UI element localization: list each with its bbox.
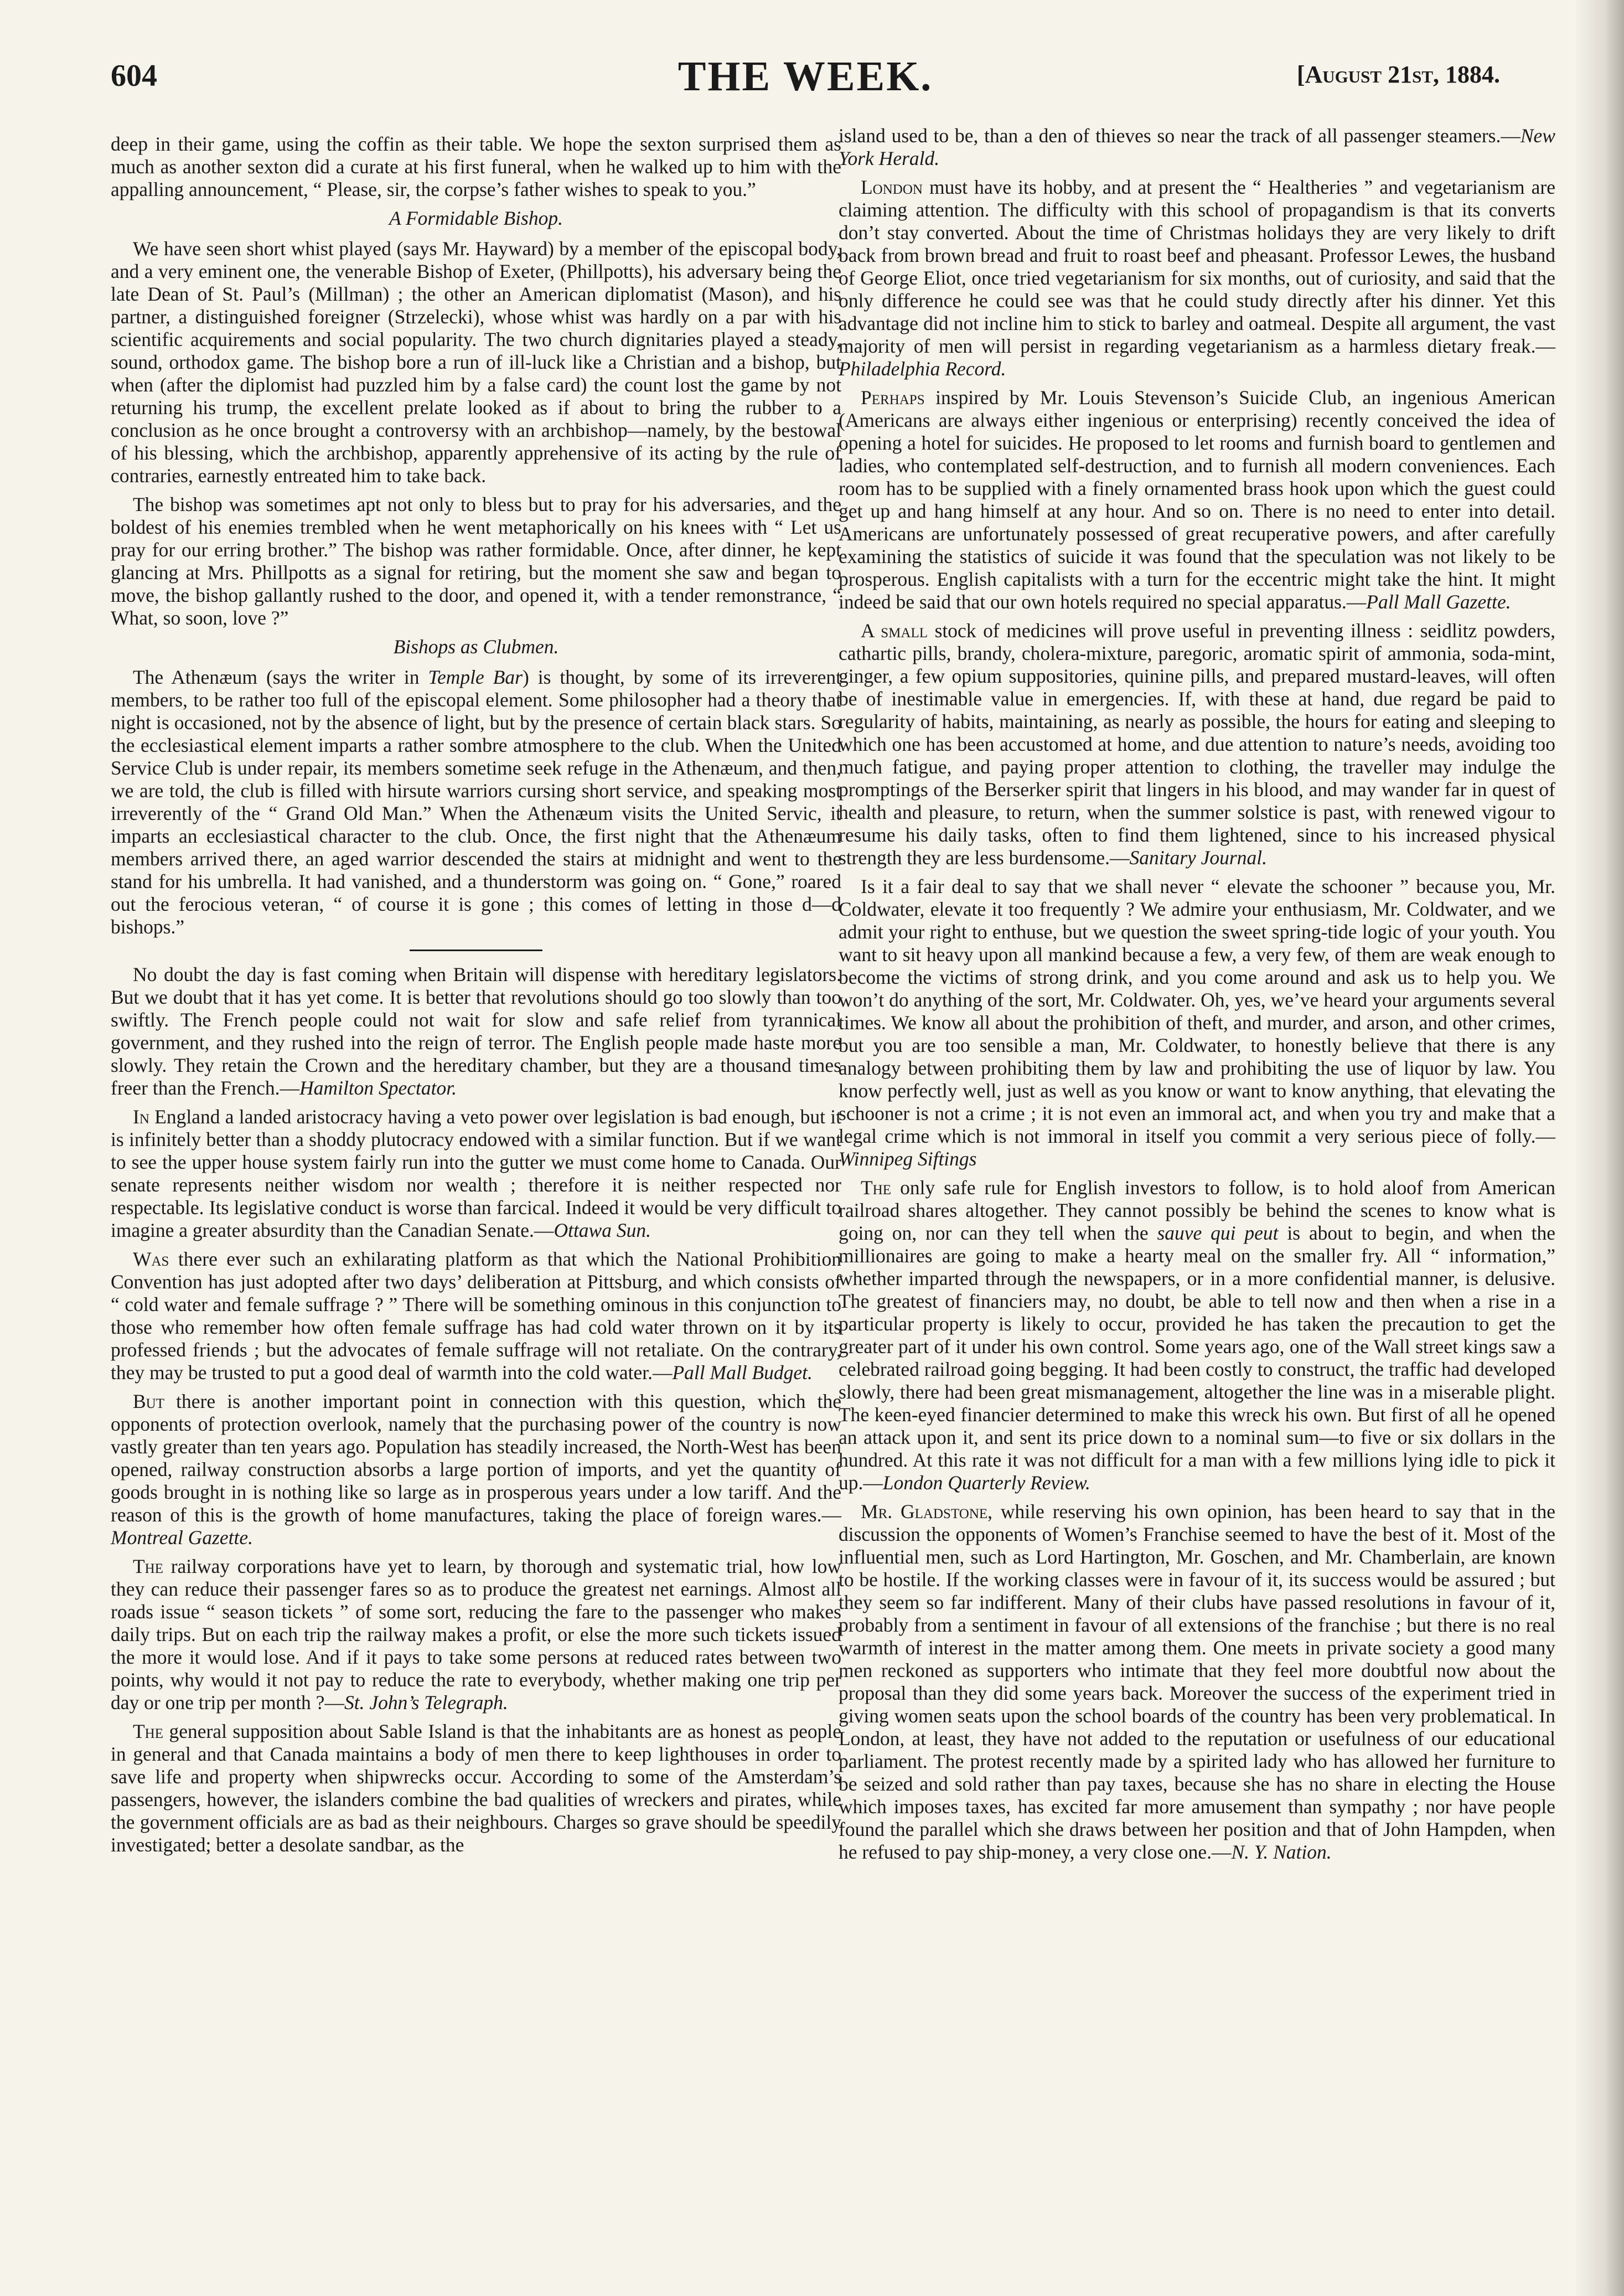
page-number: 604 (111, 59, 157, 93)
source-citation: Montreal Gazette. (111, 1526, 253, 1549)
section-heading: A Formidable Bishop. (389, 207, 563, 229)
source-citation: St. John’s Telegraph. (344, 1691, 508, 1714)
section-divider (410, 950, 542, 951)
article-paragraph: Was there ever such an exhilarating platform as that which the National Prohibition Convention has just adopted after two days’ deliberation at Pittsburg, and which consists of “ cold water and female suffrage ? ” There will be something ominous in this conjunction to those who remember how often female suffrage has had cold water thrown on it by its professed friends ; but the advocates of female suffrage will not retaliate. On the contrary, they may be trusted to put a good deal of warmth into the cold water.—Pall Mall Budget. (111, 1248, 841, 1384)
source-citation: London Quarterly Review. (882, 1472, 1090, 1494)
source-citation: Sanitary Journal. (1129, 847, 1267, 869)
issue-date: [August 21st, 1884. (1296, 61, 1500, 88)
article-paragraph: No doubt the day is fast coming when Britain will dispense with hereditary legislators. But we doubt that it has yet come. It is better that revolutions should go too slowly than too swiftly. The French people could not wait for slow and safe relief from tyrannical government, and they rushed into the reign of terror. The English people made haste more slowly. They retain the Crown and the hereditary chamber, but they are a thousand times freer than the French.—Hamilton Spectator. (111, 963, 841, 1099)
article-paragraph: The railway corporations have yet to learn, by thorough and systematic trial, how low they can reduce their passenger fares so as to produce the greatest net earnings. Almost all roads issue “ season tickets ” of some sort, reducing the fare to the passenger who makes daily trips. But on each trip the railway makes a profit, or else the more such tickets issued the more it would lose. And if it pays to take some persons at reduced rates between two points, why would it not pay to reduce the rate to everybody, whether making one trip per day or one trip per month ?—St. John’s Telegraph. (111, 1555, 841, 1714)
source-citation: Winnipeg Siftings (839, 1148, 977, 1170)
masthead: THE WEEK. (677, 53, 933, 100)
page-binding-shadow (1574, 0, 1624, 2296)
article-paragraph: But there is another important point in connection with this question, which the opponents of protection overlook, namely that the purchasing power of the country is now vastly greater than ten years ago. Population has steadily increased, the North-West has been opened, railway construction absorbs a large portion of imports, and yet the quantity of goods brought in is nothing like so large as in prosperous years under a low tariff. And the reason of this is the growth of home manufactures, taking the place of foreign wares.—Montreal Gazette. (111, 1390, 841, 1549)
article-paragraph: Perhaps inspired by Mr. Louis Stevenson’s Suicide Club, an ingenious American (Americans are always either ingenious or enterprising) recently conceived the idea of opening a hotel for suicides. He proposed to let rooms and furnish board to gentlemen and ladies, who contemplated self-destruction, and to furnish all modern conveniences. Each room has to be supplied with a finely ornamented brass hook upon which the guest could get up and hang himself at any hour. And so on. There is no need to enter into detail. Americans are unfortunately possessed of great recuperative powers, and after carefully examining the statistics of suicide it was found that the speculation was not likely to be prosperous. English capitalists with a turn for the eccentric might take the hint. It might indeed be said that our own hotels required no special apparatus.—Pall Mall Gazette. (839, 386, 1555, 613)
section-heading: Bishops as Clubmen. (393, 636, 559, 658)
article-paragraph: The only safe rule for English investors to follow, is to hold aloof from American railroad shares altogether. They cannot possibly be behind the scenes to know what is going on, nor can they tell when the sauve qui peut is about to begin, and when the millionaires are going to make a hearty meal on the smaller fry. All “ information,” whether imparted through the newspapers, or in a more confidential manner, is delusive. The greatest of financiers may, no doubt, be able to tell now and then when a rise in a particular property is likely to occur, provided he has taken the precaution to get the greater part of it under his own control. Some years ago, one of the Wall street kings saw a celebrated railroad going begging. It had been costly to construct, the traffic had developed slowly, there had been great mismanagement, altogether the line was in a miserable plight. The keen-eyed financier determined to make this wreck his own. But first of all he opened an attack upon it, and sent its price down to a nominal sum—to five or six dollars in the hundred. At this rate it was not difficult for a man with a few millions lying idle to pick it up.—London Quarterly Review. (839, 1177, 1555, 1494)
right-column (839, 125, 1555, 1870)
article-paragraph: deep in their game, using the coffin as their table. We hope the sexton surprised them as much as another sexton did a curate at his first funeral, when he walked up to him with the appalling announcement, “ Please, sir, the corpse’s father wishes to speak to you.” (111, 133, 841, 200)
source-citation: Ottawa Sun. (554, 1219, 651, 1241)
source-citation: N. Y. Nation. (1231, 1841, 1332, 1863)
article-paragraph: London must have its hobby, and at present the “ Healtheries ” and vegetarianism are claiming attention. The difficulty with this school of propagandism is that its converts don’t stay converted. About the time of Christmas holidays they are very likely to drift back from brown bread and fruit to roast beef and pheasant. Professor Lewes, the husband of George Eliot, once tried vegetarianism for six months, out of curiosity, and said that the only difference he could see was that he could study directly after his dinner. Yet this advantage did not incline him to stick to barley and oatmeal. Despite all argument, the vast majority of men will persist in regarding vegetarianism as a harmless dietary freak.—Philadelphia Record. (839, 176, 1555, 380)
article-paragraph: We have seen short whist played (says Mr. Hayward) by a member of the episcopal body, and a very eminent one, the venerable Bishop of Exeter, (Phillpotts), his adversary being the late Dean of St. Paul’s (Millman) ; the other an American diplomatist (Mason), and his partner, a distinguished foreigner (Strzelecki), whose whist was hardly on a par with his scientific acquirements and social popularity. The two church dignitaries played a steady, sound, orthodox game. The bishop bore a run of ill-luck like a Christian and a bishop, but when (after the diplomist had puzzled him by a false card) the count lost the game by not returning his trump, the excellent prelate looked as if about to bring the rubber to a conclusion as he once brought a controversy with an archbishop—namely, by the bestowal of his blessing, which the archbishop, apparently apprehensive of its acting by the rule of contraries, earnestly entreated him to take back. (111, 238, 841, 487)
article-paragraph: The Athenæum (says the writer in Temple Bar) is thought, by some of its irreverent members, to be rather too full of the episcopal element. Some philosopher had a theory that night is occasioned, not by the absence of light, but by the presence of certain black stars. So the ecclesiastical element imparts a rather sombre atmosphere to the club. When the United Service Club is under repair, its members sometime seek refuge in the Athenæum, and then, we are told, the club is filled with hirsute warriors cursing short service, and speaking most irreverently of the “ Grand Old Man.” When the Athenæum visits the United Servic, it imparts an ecclesiastical character to the club. Once, the first night that the Athenæum members arrived there, an aged warrior descended the stairs at midnight and went to the stand for his umbrella. It had vanished, and a thunderstorm was going on. “ Gone,” roared out the ferocious veteran, “ of course it is gone ; this comes of letting in those d—d bishops.” (111, 666, 841, 938)
source-citation: Pall Mall Budget. (672, 1361, 813, 1384)
article-paragraph: island used to be, than a den of thieves so near the track of all passenger steamers.—New York Herald. (839, 125, 1555, 169)
article-paragraph: A small stock of medicines will prove useful in preventing illness : seidlitz powders, cathartic pills, brandy, cholera-mixture, paregoric, aromatic spirit of ammonia, soda-mint, ginger, a few opium suppositories, quinine pills, and prepared mustard-leaves, will often be of inestimable value in emergencies. If, with these at hand, due regard be paid to regularity of habits, maintaining, as nearly as possible, the hours for eating and sleeping to which one has been accustomed at home, and due attention to nature’s needs, avoiding too much fatigue, and paying proper attention to clothing, the traveller may indulge the promptings of the Berserker spirit that lingers in his blood, and may wander far in quest of health and pleasure, to return, when the summer solstice is past, with renewed vigour to resume his daily tasks, often to find them lightened, since to his increased physical strength they are less burdensome.—Sanitary Journal. (839, 620, 1555, 869)
left-column (111, 133, 841, 1862)
page-header (111, 53, 1500, 113)
article-paragraph: In England a landed aristocracy having a veto power over legislation is bad enough, but it is infinitely better than a shoddy plutocracy endowed with a similar function. But if we want to see the upper house system fairly run into the gutter we must come home to Canada. Our senate represents neither wisdom nor wealth ; therefore it is neither respected nor respectable. Its legislative conduct is worse than farcical. Indeed it would be very difficult to imagine a greater absurdity than the Canadian Senate.—Ottawa Sun. (111, 1106, 841, 1241)
source-citation: New York Herald. (839, 125, 1555, 169)
article-paragraph: The bishop was sometimes apt not only to bless but to pray for his adversaries, and the boldest of his enemies trembled when he went metaphorically on his knees with “ Let us pray for our erring brother.” The bishop was rather formidable. Once, after dinner, he kept glancing at Mrs. Phillpotts as a signal for retiring, but the moment she saw and began to move, the bishop gallantly rushed to the door, and opened it, with a tender remonstrance, “ What, so soon, love ?” (111, 493, 841, 629)
source-citation: Pall Mall Gazette. (1366, 591, 1511, 613)
source-citation: Philadelphia Record. (839, 358, 1006, 380)
source-citation: Hamilton Spectator. (299, 1077, 457, 1099)
article-paragraph: Mr. Gladstone, while reserving his own opinion, has been heard to say that in the discussion the opponents of Women’s Franchise seemed to have the best of it. Most of the influential men, such as Lord Hartington, Mr. Goschen, and Mr. Chamberlain, are known to be hostile. If the working classes were in favour of it, its success would be assured ; but they seem so far indifferent. Many of their clubs have passed resolutions in favour of it, probably from a sentiment in favour of all extensions of the franchise ; but there is no real warmth of interest in the matter among them. One meets in private society a good many men reckoned as supporters who intimate that they feel more doubtful now about the proposal than they did some years back. Moreover the success of the experiment tried in giving women seats upon the school boards of the country has been very problematical. In London, at least, they have not added to the reputation or usefulness of our educational parliament. The protest recently made by a spirited lady who has allowed her furniture to be seized and sold rather than pay taxes, because she has no share in electing the House which imposes taxes, has excited far more amusement than sympathy ; nor have people found the parallel which she draws between her position and that of John Hampden, when he refused to pay ship-money, a very close one.—N. Y. Nation. (839, 1500, 1555, 1863)
article-paragraph: Is it a fair deal to say that we shall never “ elevate the schooner ” because you, Mr. Coldwater, elevate it too frequently ? We admire your enthusiasm, Mr. Coldwater, and we admit your right to enthuse, but we question the sweet spring-tide logic of your youth. You want to sit heavy upon all mankind because a few, a very few, of them are weak enough to become the victims of strong drink, and you come around and ask us to help you. We won’t do anything of the sort, Mr. Coldwater. Oh, yes, we’ve heard your arguments several times. We know all about the prohibition of theft, and murder, and arson, and other crimes, but you are too sensible a man, Mr. Coldwater, to honestly believe that there is any analogy between prohibiting them by law and prohibiting the use of liquor by law. You know perfectly well, just as well as you know or want to know anything, that elevating the schooner is not a crime ; it is not even an immoral act, and when you try and make that a legal crime which is not immoral in itself you commit a very serious piece of folly.—Winnipeg Siftings (839, 875, 1555, 1170)
article-paragraph: The general supposition about Sable Island is that the inhabitants are as honest as people in general and that Canada maintains a body of men there to keep lighthouses in order to save life and property when shipwrecks occur. According to some of the Amsterdam’s passengers, however, the islanders combine the bad qualities of wreckers and pirates, while the government officials are as bad as their neighbours. Charges so grave should be speedily investigated; better a desolate sandbar, as the (111, 1720, 841, 1856)
